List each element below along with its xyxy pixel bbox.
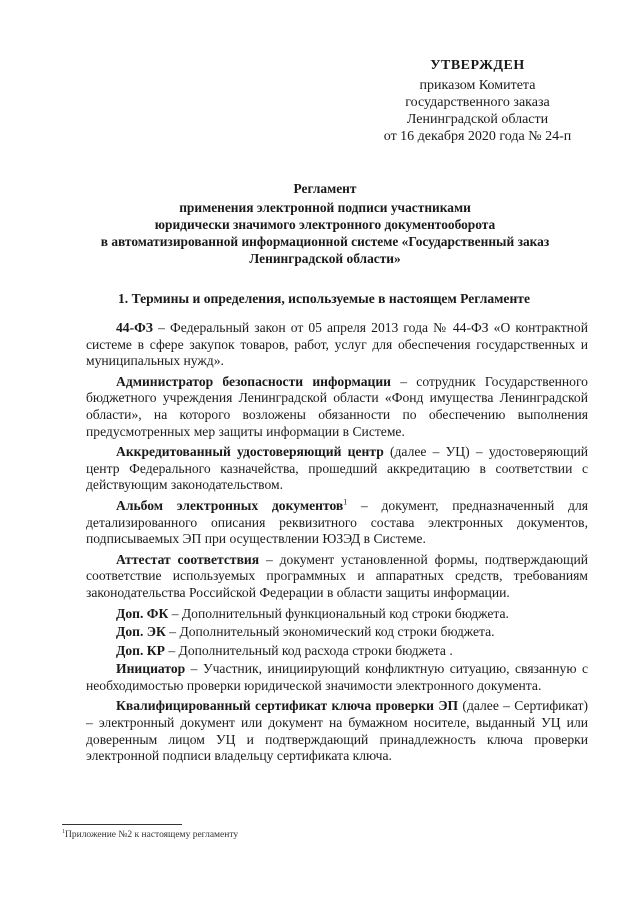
term-definition	[86, 698, 588, 764]
footnote	[62, 830, 462, 841]
term-definition	[86, 624, 588, 641]
term-name: Доп. ЭК	[116, 624, 166, 640]
title-line: применения электронной подписи участниками	[179, 200, 471, 215]
term-name: 44-ФЗ	[116, 320, 153, 335]
term-definition	[86, 643, 588, 660]
term-text: – сотрудник Государственного бюджетного учреждения Ленинградской области «Фонд имущества Ленинградской области», на которого возложены обязанности по обеспечению выполнения предусмотренных мер защиты информации в Системе.	[86, 373, 588, 439]
title-line: Регламент	[293, 181, 357, 196]
term-name: Аттестат соответствия	[116, 551, 260, 567]
approval-line: государственного заказа	[405, 95, 550, 110]
approval-date: от 16 декабря 2020 года № 24-п	[383, 129, 572, 144]
term-definition	[86, 374, 588, 440]
term-definition	[86, 552, 588, 602]
term-definition	[86, 498, 588, 548]
title-line: Ленинградской области»	[249, 251, 401, 266]
footnote-ref: 1	[343, 497, 348, 507]
approval-line: приказом Комитета	[419, 78, 536, 93]
term-name: Доп. КР	[116, 642, 165, 658]
term-name: Альбом электронных документов	[116, 497, 344, 513]
term-name: Доп. ФК	[116, 605, 169, 621]
footnote-text: Приложение №2 к настоящему регламенту	[65, 830, 239, 840]
term-definition	[86, 320, 588, 370]
term-name: Квалифицированный сертификат ключа проверки ЭП	[116, 698, 459, 714]
term-name: Инициатор	[116, 661, 186, 677]
title-line: юридически значимого электронного документооборота	[154, 217, 496, 232]
approval-stamp	[370, 57, 585, 145]
section-heading: 1. Термины и определения, используемые в настоящем Регламенте	[118, 291, 531, 306]
term-text: – документ, предназначенный для детализированного описания реквизитного состава электронных документов, подписываемых ЭП при осуществлении ЮЗЭД в Системе.	[86, 497, 588, 547]
term-text: (далее – УЦ) – удостоверяющий центр Федерального казначейства, прошедший аккредитацию в соответствии с действующим законодательством.	[86, 444, 588, 493]
term-text: – Участник, инициирующий конфликтную ситуацию, связанную с необходимостью проверки юридической значимости электронного документа.	[86, 661, 588, 693]
term-text: – Дополнительный код расхода строки бюджета .	[164, 642, 453, 658]
footnote-divider	[62, 824, 182, 825]
term-name: Аккредитованный удостоверяющий центр	[116, 444, 384, 460]
terms-list	[86, 320, 588, 769]
term-name: Администратор безопасности информации	[116, 373, 392, 389]
document-title	[70, 180, 580, 267]
term-text: – Дополнительный функциональный код строки бюджета.	[168, 605, 509, 621]
term-text: – Дополнительный экономический код строки бюджета.	[165, 624, 495, 640]
term-text: – документ установленной формы, подтверждающий соответствие используемых программных и аппаратных средств, требованиям законодательства Российской Федерации в области защиты информации.	[86, 551, 588, 600]
term-text: – Федеральный закон от 05 апреля 2013 года № 44-ФЗ «О контрактной системе в сфере закупок товаров, работ, услуг для обеспечения государственных и муниципальных нужд».	[86, 320, 588, 369]
approval-line: Ленинградской области	[406, 112, 549, 127]
term-definition	[86, 606, 588, 623]
term-definition	[86, 444, 588, 494]
title-line: в автоматизированной информационной системе «Государственный заказ	[100, 234, 550, 249]
approval-title: УТВЕРЖДЕН	[430, 58, 525, 73]
footnote-mark: 1	[62, 828, 65, 835]
term-text: (далее – Сертификат) – электронный документ или документ на бумажном носителе, выданный УЦ или доверенным лицом УЦ и подтверждающий принадлежность ключа проверки электронной подписи владельцу сертификата ключа.	[86, 698, 588, 764]
term-definition	[86, 661, 588, 694]
